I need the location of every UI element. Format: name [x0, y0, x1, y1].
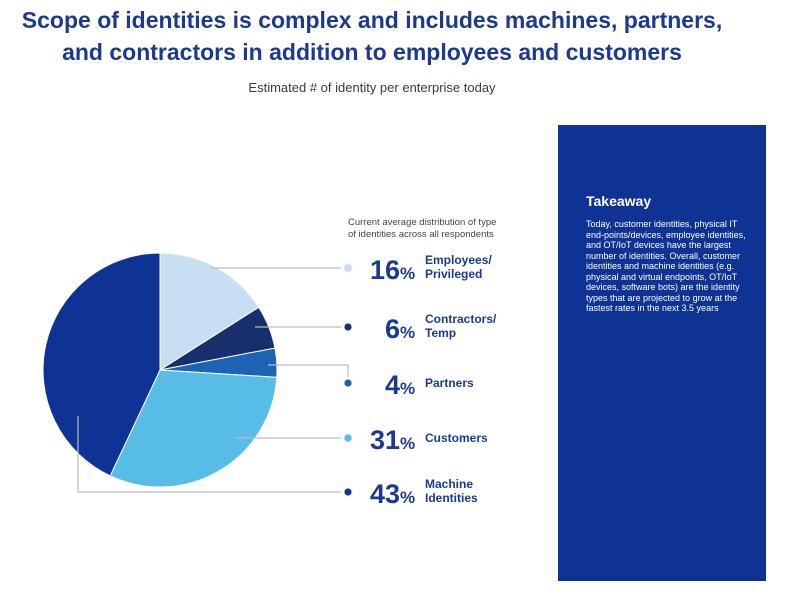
category-label-machine-identities: Machine [425, 477, 474, 491]
title-line-2: and contractors in addition to employees and customers [62, 39, 682, 65]
legend-marker-customers [344, 434, 352, 442]
chart-title-line-2: of identities across all respondents [348, 229, 494, 240]
unit-label-employees-privileged: % [400, 264, 416, 283]
category-label-contractors-temp: Temp [425, 326, 457, 340]
unit-label-partners: % [400, 379, 416, 398]
category-label-contractors-temp: Contractors/ [425, 312, 497, 326]
unit-label-customers: % [400, 434, 416, 453]
takeaway-heading: Takeaway [586, 193, 652, 209]
legend-marker-employees-privileged [344, 264, 352, 272]
legend-marker-machine-identities [344, 488, 352, 496]
takeaway-panel [558, 125, 766, 581]
category-label-partners: Partners [425, 376, 474, 390]
legend-marker-partners [344, 379, 352, 387]
value-label-customers: 31 [369, 425, 400, 455]
unit-label-contractors-temp: % [400, 323, 416, 342]
chart-title-line-1: Current average distribution of type [348, 217, 497, 228]
legend-marker-contractors-temp [344, 323, 352, 331]
category-label-employees-privileged: Employees/ [425, 253, 492, 267]
value-label-machine-identities: 43 [369, 479, 400, 509]
title-line-1: Scope of identities is complex and includes machines, partners, [21, 7, 723, 33]
category-label-machine-identities: Identities [425, 491, 478, 505]
takeaway-text: Today, customer identities, physical IT end-points/devices, employee identities, and OT/IoT devices have the largest number of identities. Overall, customer identities and machine identities (e.g. physical and virtual endpoints, OT/IoT devices, software bots) are the identity types that are projected to grow at the fastest rates in the next 3.5 years [586, 219, 746, 313]
leader-line-partners [268, 365, 348, 377]
chart-subtitle: Estimated # of identity per enterprise today [248, 80, 496, 95]
unit-label-machine-identities: % [400, 488, 416, 507]
value-label-employees-privileged: 16 [369, 255, 400, 285]
category-label-employees-privileged: Privileged [425, 267, 483, 281]
category-label-customers: Customers [425, 431, 488, 445]
value-label-contractors-temp: 6 [384, 314, 400, 344]
value-label-partners: 4 [384, 370, 400, 400]
